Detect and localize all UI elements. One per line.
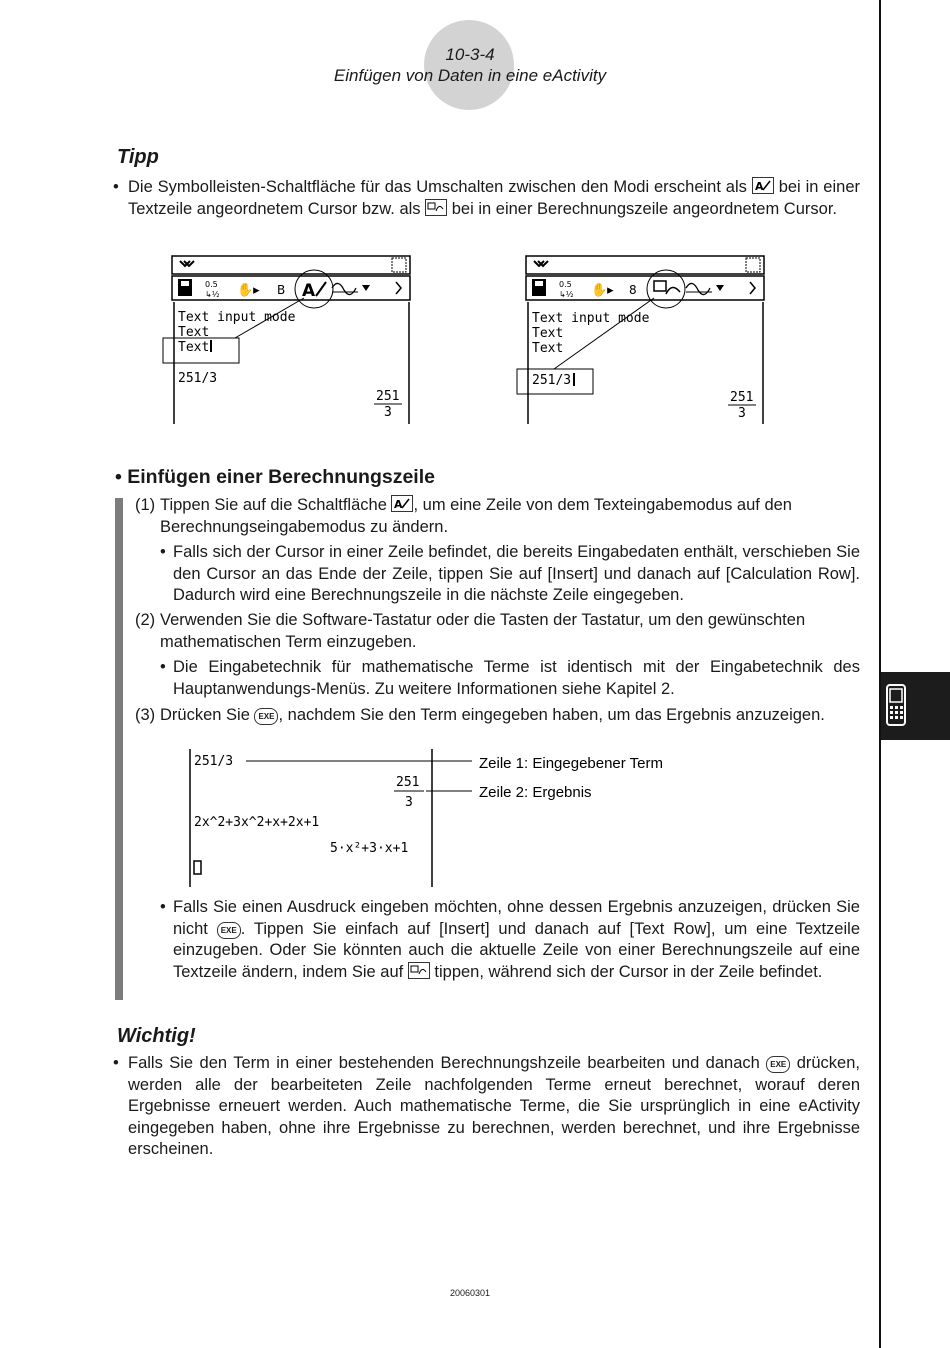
fraction-denominator: 3 [384, 405, 392, 420]
tipp-paragraph [128, 177, 860, 220]
step-1-bullet: Falls sich der Cursor in einer Zeile befindet, die bereits Eingabedaten enthält, verschieben Sie den Cursor an das Ende der Zeile, tippen Sie auf [Insert] und danach auf [Calculation Row]. Dadurch wird eine Berechnungszeile in die nächste Zeile eingegeben. [173, 543, 860, 604]
svg-text:↳½: ↳½ [559, 290, 574, 299]
step-1-text [160, 495, 860, 517]
svg-text:0.5: 0.5 [559, 280, 572, 289]
screen-line: Text input mode [532, 311, 650, 326]
calc-mode-icon [408, 962, 430, 979]
wichtig-paragraph [128, 1053, 860, 1161]
step-1-text-a: Tippen Sie auf die Schaltfläche [160, 496, 387, 514]
calculator-icon [886, 684, 906, 726]
note-text-c: tippen, während sich der Cursor in der Zeile befindet. [434, 962, 823, 981]
screen-line: Text input mode [178, 310, 296, 325]
step-3-text-b: , nachdem Sie den Term eingegeben haben, um das Ergebnis anzuzeigen. [278, 706, 825, 724]
bullet-dot: • [160, 543, 166, 561]
exe-key-icon: EXE [254, 708, 278, 725]
calc-mode-icon [425, 199, 447, 216]
step-3-number: (3) [135, 706, 156, 724]
exe-key-icon: EXE [766, 1056, 790, 1073]
bullet-dot: • [160, 898, 166, 916]
text-mode-icon [391, 495, 413, 512]
bullet-dot: • [113, 178, 119, 196]
calculation-example-figure [180, 745, 690, 891]
page-number: 10-3-4 [445, 45, 495, 64]
exe-key-icon: EXE [217, 922, 241, 939]
tipp-text-3: bei in einer Berechnungszeile angeordnetem Cursor. [451, 199, 837, 218]
wichtig-heading: Wichtig! [117, 1025, 196, 1047]
note-bullet [173, 897, 860, 983]
step-1-number: (1) [135, 496, 156, 514]
step-1-text-b: , um eine Zeile von dem Texteingabemodus auf den [413, 496, 792, 514]
step-3-text [160, 705, 860, 727]
screen-line: Text [178, 340, 210, 355]
step-2-number: (2) [135, 611, 156, 629]
fraction-numerator: 251 [376, 389, 400, 404]
callout-line-2: Zeile 2: Ergebnis [479, 784, 592, 801]
screenshot-calc-mode [514, 254, 774, 426]
svg-text:A: A [754, 180, 764, 193]
text-mode-icon [752, 177, 774, 194]
step-2-text-a: Verwenden Sie die Software-Tastatur oder die Tasten der Tastatur, um den gewünschten [160, 611, 806, 629]
example-frac-denominator: 3 [405, 795, 413, 810]
step-3-text-a: Drücken Sie [160, 706, 250, 724]
fraction-numerator: 251 [730, 390, 754, 405]
svg-text:↳½: ↳½ [205, 290, 220, 299]
section-side-bar [115, 498, 123, 1000]
cursor-box [194, 861, 201, 874]
page-number-circle [424, 20, 514, 110]
example-input-line: 251/3 [194, 754, 234, 769]
screen-line: Text [532, 341, 564, 356]
svg-text:✋▸: ✋▸ [237, 283, 260, 298]
example-expression: 2x^2+3x^2+x+2x+1 [194, 815, 320, 830]
bullet-dot: • [113, 1054, 119, 1072]
note-text-a: Falls Sie einen Ausdruck eingeben möchten, ohne dessen Ergebnis anzuzeigen, drücken Sie nicht [173, 898, 860, 938]
step-2-bullet: Die Eingabetechnik für mathematische Terme ist identisch mit der Eingabetechnik des Hauptanwendungs-Menüs. Zu weitere Informationen siehe Kapitel 2. [173, 658, 860, 698]
tipp-text-1: Die Symbolleisten-Schaltfläche für das Umschalten zwischen den Modi erscheint als [128, 178, 747, 196]
screen-line: Text [178, 325, 210, 340]
fraction-denominator: 3 [738, 406, 746, 421]
step-1-text-c: Berechnungseingabemodus zu ändern. [160, 518, 449, 536]
page-header-title: Einfügen von Daten in eine eActivity [333, 66, 607, 85]
step-2-text-b: mathematischen Term einzugeben. [160, 633, 417, 651]
screen-line: Text [532, 326, 564, 341]
wichtig-text-b: drücken, werden alle der bearbeiteten Zeile nachfolgenden Terme erneut berechnet, worauf deren Ergebnisse erneuert werden. Auch mathematische Terme, die Sie ursprünglich in eine eActivity eingegeben haben, ohne ihre Ergebnisse zu berechnen, werden berechnet, und ihre Ergebnisse erscheinen. [128, 1054, 860, 1158]
section-heading-text: Einfügen einer Berechnungszeile [127, 466, 435, 488]
example-result: 5·x²+3·x+1 [330, 841, 409, 856]
note-text-b: . Tippen Sie einfach auf [Insert] und danach auf [Text Row], um eine Textzeile einzugeben. Oder Sie könnten auch die aktuelle Zeile von einer Berechnungszeile auf eine Textzeile ändern, indem Sie auf [173, 919, 860, 981]
svg-text:8: 8 [629, 283, 637, 297]
tipp-heading: Tipp [117, 146, 159, 168]
footer-code: 20060301 [449, 1288, 491, 1298]
svg-text:B: B [277, 283, 286, 297]
callout-line-1: Zeile 1: Eingegebener Term [479, 755, 663, 772]
text-mode-icon: A [302, 281, 316, 301]
screen-input: 251/3 [178, 371, 218, 386]
bullet-dot: • [160, 658, 166, 676]
section-heading: • Einfügen einer Berechnungszeile [115, 466, 435, 488]
svg-text:0.5: 0.5 [205, 280, 218, 289]
example-frac-numerator: 251 [396, 775, 420, 790]
wichtig-text-a: Falls Sie den Term in einer bestehenden Berechnungshzeile bearbeiten und danach [128, 1054, 760, 1072]
svg-text:✋▸: ✋▸ [591, 283, 614, 298]
screenshot-text-mode [160, 254, 420, 426]
svg-text:A: A [394, 498, 403, 511]
screen-input: 251/3 [532, 373, 572, 388]
tipp-text-2: bei in einer Textzeile angeordnetem Cursor bzw. als [128, 178, 860, 218]
